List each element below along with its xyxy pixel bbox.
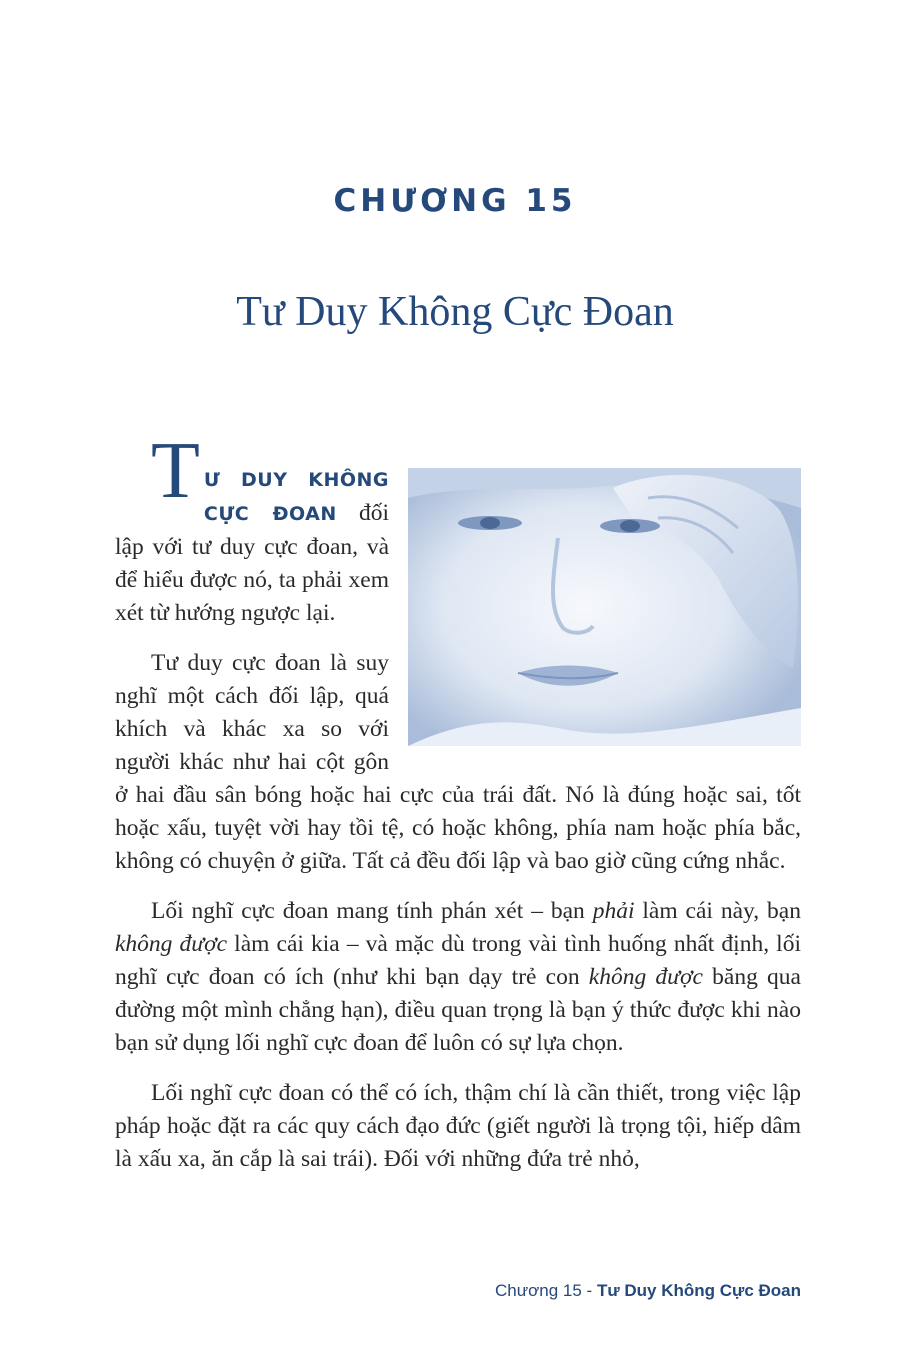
footer-title: Tư Duy Không Cực Đoan [596, 1281, 801, 1300]
chapter-label: CHƯƠNG 15 [333, 183, 577, 219]
p3-emphasis-3: không được [588, 964, 703, 990]
p3-emphasis-2: không được [115, 931, 228, 957]
body-text [115, 427, 801, 1193]
paragraph-1-text: đối lập với tư duy cực đoan, và để hiểu được nó, ta phải xem xét từ hướng ngược lại. [115, 500, 390, 626]
p3-part-d: băng qua đường một mình chẳng hạn), điều quan trọng là bạn ý thức được khi nào bạn sử dụng lối nghĩ cực đoan để luôn có sự lựa chọn. [115, 964, 801, 1056]
paragraph-2: Tư duy cực đoan là suy nghĩ một cách đối lập, quá khích và khác xa so với người khác như hai cột gôn ở hai đầu sân bóng hoặc hai cực của trái đất. Nó là đúng hoặc sai, tốt hoặc xấu, tuyệt vời hay tồi tệ, có hoặc không, phía nam hoặc phía bắc, không có chuyện ở giữa. Tất cả đều đối lập và bao giờ cũng cứng nhắc. [115, 650, 801, 874]
p3-part-c: làm cái kia – và mặc dù trong vài tình huống nhất định, lối nghĩ cực đoan có ích (như khi bạn dạy trẻ con [115, 931, 801, 990]
paragraph-4: Lối nghĩ cực đoan có thể có ích, thậm chí là cần thiết, trong việc lập pháp hoặc đặt ra các quy cách đạo đức (giết người là trọng tội, hiếp dâm là xấu xa, ăn cắp là sai trái). Đối với những đứa trẻ nhỏ, [115, 1080, 801, 1172]
lead-caps-2: CỰC ĐOAN [203, 503, 337, 525]
p3-emphasis-1: phải [592, 898, 635, 924]
photo-spacer [389, 430, 801, 752]
p3-part-b: làm cái này, bạn [634, 898, 801, 924]
p3-part-a: Lối nghĩ cực đoan mang tính phán xét – bạn [151, 898, 593, 924]
paragraph-3 [115, 895, 801, 1060]
chapter-title: Tư Duy Không Cực Đoan [236, 289, 674, 335]
footer-chapter: Chương 15 - [495, 1281, 597, 1300]
lead-caps-1: Ư DUY KHÔNG [203, 469, 389, 491]
running-footer [495, 1281, 801, 1301]
drop-cap: T [151, 427, 200, 515]
